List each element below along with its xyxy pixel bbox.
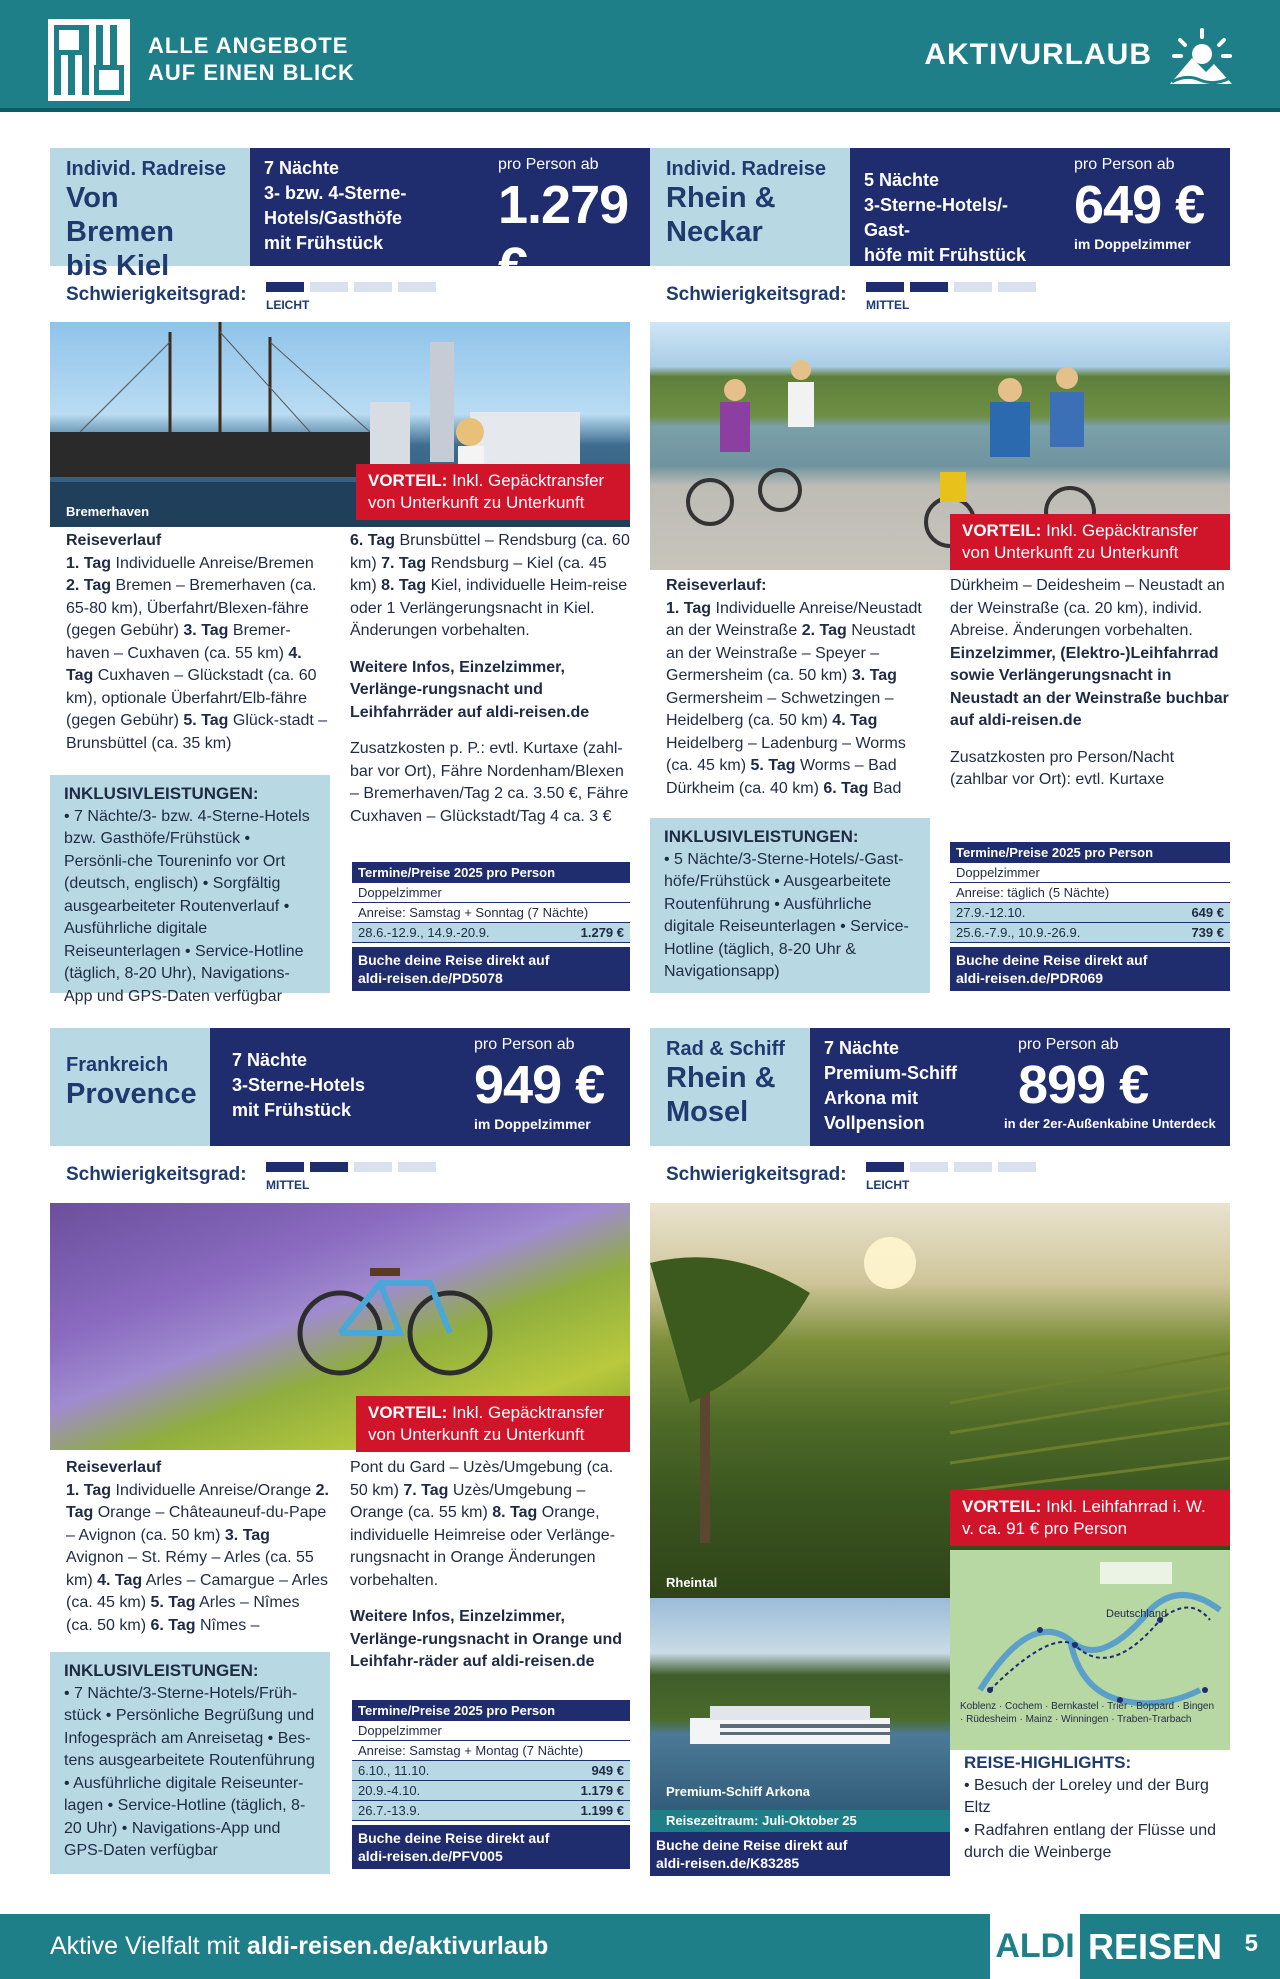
card2-price: 649 € [1074, 175, 1205, 235]
card3-subtitle: Frankreich [66, 1054, 169, 1076]
card3-per-person: pro Person ab [474, 1036, 575, 1053]
day-text: Individuelle Anreise/Bremen [111, 554, 314, 572]
itinerary-text [66, 1480, 330, 1638]
card2-title-line2: Neckar [666, 216, 763, 248]
table-dates: 25.6.-7.9., 10.9.-26.9. [950, 923, 1160, 942]
card2-detail: 5 Nächte [864, 170, 940, 190]
card4-title-box [650, 1028, 810, 1146]
card4-advantage-badge [950, 1490, 1230, 1546]
map-city: Rüdesheim [966, 1714, 1017, 1725]
day-label: 1. Tag [666, 599, 712, 617]
table-price: 1.179 € [560, 1781, 630, 1800]
footer-url: aldi-reisen.de/aktivurlaub [246, 1932, 549, 1960]
advantage-label: VORTEIL: [962, 1497, 1042, 1516]
map-country-label: Deutschland [1106, 1608, 1168, 1620]
card1-itinerary [66, 530, 330, 755]
map-city: Trier [1107, 1701, 1128, 1712]
day-label: 6. Tag [150, 1616, 196, 1634]
card4-detail: Vollpension [824, 1113, 925, 1133]
difficulty-bar [310, 1162, 348, 1172]
day-label: 2. Tag [801, 622, 847, 639]
day-text: Germersheim – Schwetzingen – Heidelberg (ca. 50 km) [666, 689, 894, 729]
more-info: Einzelzimmer, (Elektro-)Leihfahrrad sowie Verlängerungsnacht in Neustadt an der Weinstraße buchbar auf aldi-reisen.de [950, 644, 1229, 729]
day-text: Individuelle Anreise/Orange [111, 1481, 316, 1499]
difficulty-label: Schwierigkeitsgrad: [666, 1164, 847, 1185]
highlight-item: • Besuch der Loreley und der Burg Eltz [964, 1776, 1209, 1816]
advantage-label: VORTEIL: [962, 521, 1042, 540]
offers-line-2: AUF EINEN BLICK [148, 60, 355, 85]
day-label: 7. Tag [381, 554, 427, 572]
difficulty-bar [998, 1162, 1036, 1172]
day-text: Neustadt an der Weinstraße – Speyer – Germersheim (ca. 50 km) [666, 622, 916, 684]
card2-price-box [1060, 148, 1230, 266]
inclusions-text: • 5 Nächte/3-Sterne-Hotels/-Gast-höfe/Frühstück • Ausgearbeitete Routenführung • Ausführliche digitale Reiseunterlagen • Service-Hotline (täglich, 8-20 Uhr & Navigationsapp) [664, 850, 909, 980]
table-price: 649 € [1160, 903, 1230, 922]
card3-price: 949 € [474, 1055, 605, 1115]
day-text: Rendsburg – Kiel (ca. 45 km) [350, 554, 607, 594]
itinerary-text [66, 553, 330, 756]
day-label: 3. Tag [224, 1526, 270, 1544]
route-map [950, 1550, 1230, 1750]
card1-advantage-badge [356, 464, 630, 520]
card2-title-line1: Rhein & [666, 182, 776, 214]
day-label: 5. Tag [183, 712, 229, 729]
card2-price-table [950, 842, 1230, 991]
card1-detail: mit Frühstück [264, 233, 384, 253]
card3-price-box [460, 1028, 630, 1146]
table-row [950, 903, 1230, 923]
more-info: Weitere Infos, Einzelzimmer, Verlänge-rungsnacht und Leihfahrräder auf aldi-reisen.de [350, 658, 590, 721]
day-text: Worms – Bad Dürkheim (ca. 40 km) [666, 757, 897, 797]
table-sub: Doppelzimmer [358, 1723, 442, 1738]
card4-photo-ship [650, 1598, 950, 1818]
table-row [352, 1781, 630, 1801]
map-city: Traben-Trarbach [1117, 1714, 1192, 1725]
day-text: Brunsbüttel – Rendsburg (ca. 60 km) [350, 532, 630, 572]
inclusions-text: • 7 Nächte/3- bzw. 4-Sterne-Hotels bzw. Gasthöfe/Frühstück • Persönli-che Toureninfo vor Ort (deutsch, englisch) • Sorgfältig ausgearbeiteter Routenverlauf • Ausführliche digitale Reiseunterlagen • Service-Hotline (täglich, 8-20 Uhr), Navigations-App und GPS-Daten verfügbar [64, 807, 310, 1005]
reisen-logo: REISEN [1080, 1914, 1210, 1979]
card2-per-person: pro Person ab [1074, 156, 1175, 173]
card2-detail: 3-Sterne-Hotels/-Gast- [864, 195, 1009, 240]
card4-difficulty [650, 1156, 1230, 1200]
table-sub: Doppelzimmer [956, 865, 1040, 880]
table-heading: Termine/Preise 2025 pro Person [352, 862, 630, 883]
card1-per-person: pro Person ab [498, 156, 599, 173]
booking-text: Buche deine Reise direkt auf [656, 1837, 848, 1853]
day-text: Pont du Gard – Uzès/Umgebung (ca. 50 km) [350, 1459, 614, 1499]
table-row [950, 883, 1230, 903]
all-offers-link[interactable] [148, 32, 408, 86]
inclusions-heading: INKLUSIVLEISTUNGEN: [664, 827, 859, 846]
table-dates: 27.9.-12.10. [950, 903, 1160, 922]
card4-detail: Arkona mit [824, 1088, 919, 1108]
difficulty-bar [910, 1162, 948, 1172]
day-text: Bremen – Bremerhaven (ca. 65-80 km), Überfahrt/Blexen-fähre (gegen Gebühr) [66, 577, 317, 639]
table-heading: Termine/Preise 2025 pro Person [352, 1700, 630, 1721]
day-label: 8. Tag [492, 1504, 538, 1521]
difficulty-bar [398, 1162, 436, 1172]
booking-url: aldi-reisen.de/K83285 [656, 1855, 800, 1871]
difficulty-bars [866, 282, 1036, 292]
card3-itinerary [66, 1457, 330, 1637]
day-text: Kiel, individuelle Heim-reise oder 1 Verlängerungsnacht in Kiel. Änderungen vorbehalten. [350, 577, 628, 639]
card4-details [810, 1028, 990, 1146]
difficulty-level: LEICHT [266, 298, 310, 312]
card4-subtitle: Rad & Schiff [666, 1038, 785, 1060]
day-label: 3. Tag [851, 667, 897, 684]
booking-link[interactable] [650, 1832, 950, 1876]
map-city: Bernkastel [1051, 1701, 1099, 1712]
day-label: 6. Tag [823, 779, 869, 797]
difficulty-level: LEICHT [866, 1178, 910, 1192]
advantage-text: Inkl. Gepäcktransfer von Unterkunft zu Unterkunft [962, 521, 1199, 562]
card1-title-line2: bis Kiel [66, 250, 170, 282]
difficulty-bars [866, 1162, 1036, 1172]
card1-inclusions [50, 775, 330, 1005]
difficulty-label: Schwierigkeitsgrad: [66, 284, 247, 305]
day-text: Nîmes – [195, 1616, 260, 1634]
day-text: Glück-stadt – Brunsbüttel (ca. 35 km) [66, 712, 328, 752]
advantage-text: Inkl. Leihfahrrad i. W. v. ca. 91 € pro Person [962, 1497, 1206, 1538]
table-sub: Anreise: Samstag + Sonntag (7 Nächte) [358, 905, 589, 920]
difficulty-bar [866, 1162, 904, 1172]
booking-text: Buche deine Reise direkt auf [358, 952, 550, 968]
card1-price: 1.279 € [498, 175, 629, 297]
booking-link[interactable] [352, 1825, 630, 1869]
itinerary-heading: Reiseverlauf [66, 1459, 162, 1476]
card1-title-line1: Von Bremen [66, 182, 174, 248]
card2-inclusions [650, 818, 930, 993]
inclusions-text: • 7 Nächte/3-Sterne-Hotels/Früh-stück • Persönliche Begrüßung und Infogespräch am Anreisetag • Bes-tens ausgearbeitete Routenführung • Ausführliche digitale Reiseunter-lagen • Service-Hotline (täglich, 8-20 Uhr) • Navigations-App und GPS-Daten verfügbar [64, 1684, 315, 1859]
day-text: Arles – Camargue – Arles (ca. 45 km) [66, 1571, 329, 1611]
card3-itinerary-cont [350, 1457, 630, 1674]
offers-line-1: ALLE ANGEBOTE [148, 33, 349, 58]
difficulty-level: MITTEL [866, 298, 910, 312]
card3-price-note: im Doppelzimmer [474, 1116, 591, 1132]
table-row [950, 863, 1230, 883]
card4-highlights [950, 1750, 1230, 1874]
difficulty-bar [266, 1162, 304, 1172]
table-row [352, 1801, 630, 1821]
category-title: AKTIVURLAUB [924, 38, 1152, 71]
booking-url: aldi-reisen.de/PD5078 [358, 970, 503, 986]
card3-detail: mit Frühstück [232, 1100, 352, 1120]
card3-detail: 7 Nächte [232, 1050, 308, 1070]
card2-itinerary [666, 575, 930, 800]
card4-price-note: in der 2er-Außenkabine Unterdeck [1004, 1116, 1216, 1131]
card2-difficulty [650, 276, 1230, 320]
card3-detail: 3-Sterne-Hotels [232, 1075, 366, 1095]
extra-costs: Zusatzkosten pro Person/Nacht (zahlbar vor Ort): evtl. Kurtaxe [950, 748, 1175, 788]
difficulty-bars [266, 282, 436, 292]
itinerary-heading: Reiseverlauf [66, 532, 162, 549]
difficulty-bar [910, 282, 948, 292]
inclusions-heading: INKLUSIVLEISTUNGEN: [64, 784, 259, 803]
booking-link[interactable] [950, 947, 1230, 991]
card4-booking [650, 1832, 950, 1876]
map-city: Boppard [1136, 1701, 1175, 1712]
ship-caption: Premium-Schiff Arkona [666, 1784, 810, 1799]
table-row [352, 923, 630, 943]
difficulty-label: Schwierigkeitsgrad: [66, 1164, 247, 1185]
difficulty-bar [998, 282, 1036, 292]
table-row [352, 1741, 630, 1761]
table-sub: Doppelzimmer [358, 885, 442, 900]
qr-code-icon[interactable] [48, 19, 130, 101]
photo-caption: Bremerhaven [66, 504, 150, 519]
day-label: 4. Tag [66, 644, 302, 684]
card2-advantage-badge [950, 514, 1230, 570]
day-text: Bad [868, 779, 902, 797]
difficulty-level: MITTEL [266, 1178, 310, 1192]
booking-url: aldi-reisen.de/PDR069 [956, 970, 1104, 986]
card4-header [650, 1028, 1230, 1146]
map-city: Cochem [1005, 1701, 1043, 1712]
booking-text: Buche deine Reise direkt auf [956, 952, 1148, 968]
difficulty-label: Schwierigkeitsgrad: [666, 284, 847, 305]
footer-text: Aktive Vielfalt mit [50, 1932, 247, 1960]
day-text: Arles – Nîmes (ca. 50 km) [66, 1594, 300, 1634]
advantage-text: Inkl. Gepäcktransfer von Unterkunft zu Unterkunft [368, 1403, 605, 1444]
photo-caption: Rheintal [666, 1575, 718, 1590]
day-label: 1. Tag [66, 554, 112, 572]
aldi-logo: ALDI [990, 1914, 1080, 1979]
card2-subtitle: Individ. Radreise [666, 158, 827, 180]
table-sub: Anreise: täglich (5 Nächte) [956, 885, 1110, 900]
card1-difficulty [50, 276, 630, 320]
map-city: Koblenz [960, 1701, 997, 1712]
card3-title-box [50, 1028, 210, 1146]
difficulty-bar [954, 282, 992, 292]
table-row [352, 883, 630, 903]
day-label: 3. Tag [183, 622, 229, 639]
difficulty-bar [354, 282, 392, 292]
travel-period: Reisezeitraum: Juli-Oktober 25 [650, 1810, 950, 1832]
card2-itinerary-cont [950, 575, 1230, 792]
difficulty-bar [354, 1162, 392, 1172]
day-label: 6. Tag [350, 532, 396, 549]
advantage-label: VORTEIL: [368, 1403, 448, 1422]
map-city: Bingen [1182, 1701, 1215, 1712]
page-number: 5 [1244, 1930, 1258, 1957]
highlight-item: • Radfahren entlang der Flüsse und durch die Weinberge [964, 1821, 1216, 1861]
card3-title: Provence [66, 1078, 197, 1110]
day-text: Bremer-haven – Cuxhaven (ca. 55 km) [66, 622, 291, 662]
day-text: Orange – Châteauneuf-du-Pape – Avignon (ca. 50 km) [66, 1504, 327, 1544]
card1-itinerary-cont [350, 530, 630, 828]
inclusions-heading: INKLUSIVLEISTUNGEN: [64, 1661, 259, 1680]
booking-text: Buche deine Reise direkt auf [358, 1830, 550, 1846]
map-city: Mainz [1025, 1714, 1053, 1725]
card3-inclusions [50, 1652, 330, 1874]
footer-bar [0, 1914, 1280, 1979]
table-dates: 28.6.-12.9., 14.9.-20.9. [352, 923, 560, 942]
day-label: 2. Tag [66, 1481, 329, 1521]
card4-title-line2: Mosel [666, 1096, 749, 1128]
day-label: 4. Tag [97, 1571, 143, 1589]
difficulty-bar [954, 1162, 992, 1172]
card1-detail: 3- bzw. 4-Sterne- [264, 183, 407, 203]
day-label: 5. Tag [150, 1594, 196, 1611]
day-text: Avignon – St. Rémy – Arles (ca. 55 km) [66, 1549, 314, 1589]
footer-link[interactable] [50, 1932, 548, 1961]
day-label: 7. Tag [403, 1481, 449, 1499]
booking-url: aldi-reisen.de/PFV005 [358, 1848, 503, 1864]
day-text: Orange, individuelle Heimreise oder Verlänge-rungsnacht in Orange Änderungen vorbehalten. [350, 1504, 616, 1589]
itinerary-cont-text: Dürkheim – Deidesheim – Neustadt an der Weinstraße (ca. 20 km), individ. Abreise. Änderungen vorbehalten. [950, 577, 1225, 639]
card1-price-note: im Doppelzimmer [498, 298, 615, 314]
table-price: 1.279 € [560, 923, 630, 942]
booking-link[interactable] [352, 947, 630, 991]
card4-title-line1: Rhein & [666, 1062, 776, 1094]
card4-detail: Premium-Schiff [824, 1063, 958, 1083]
card3-difficulty [50, 1156, 630, 1200]
day-text: Heidelberg – Ladenburg – Worms (ca. 45 km) [666, 734, 906, 774]
day-label: 8. Tag [381, 577, 427, 594]
card4-detail: 7 Nächte [824, 1038, 900, 1058]
table-price: 1.199 € [560, 1801, 630, 1820]
card3-header [50, 1028, 630, 1146]
advantage-label: VORTEIL: [368, 471, 448, 490]
day-text: Individuelle Anreise/Neustadt an der Weinstraße [666, 599, 922, 639]
map-city: Winningen [1061, 1714, 1109, 1725]
more-info: Weitere Infos, Einzelzimmer, Verlänge-rungsnacht in Orange und Leihfahr-räder auf aldi-reisen.de [350, 1608, 623, 1670]
day-text: Cuxhaven – Glückstadt (ca. 60 km), optionale Überfahrt/Elb-fähre (gegen Gebühr) [66, 667, 317, 729]
card1-detail: 7 Nächte [264, 158, 340, 178]
card3-price-table [352, 1700, 630, 1869]
table-price: 949 € [560, 1761, 630, 1780]
card4-per-person: pro Person ab [1018, 1036, 1119, 1053]
day-text: Uzès/Umgebung – Orange (ca. 55 km) [350, 1481, 586, 1521]
card1-title-box [50, 148, 250, 282]
table-row [950, 923, 1230, 943]
table-price: 739 € [1160, 923, 1230, 942]
card2-price-note: im Doppelzimmer [1074, 236, 1191, 252]
day-label: 2. Tag [66, 577, 112, 594]
itinerary-heading: Reiseverlauf: [666, 577, 767, 594]
day-label: 5. Tag [750, 757, 796, 774]
difficulty-bar [398, 282, 436, 292]
table-row [352, 903, 630, 923]
day-label: 1. Tag [66, 1481, 112, 1499]
card2-header [650, 148, 1230, 266]
card2-title-box [650, 148, 850, 266]
advantage-text: Inkl. Gepäcktransfer von Unterkunft zu Unterkunft [368, 471, 605, 512]
itinerary-text [666, 598, 930, 801]
difficulty-bar [266, 282, 304, 292]
top-banner [0, 0, 1280, 112]
table-sub: Anreise: Samstag + Montag (7 Nächte) [358, 1743, 584, 1758]
highlights-heading: REISE-HIGHLIGHTS: [964, 1753, 1132, 1772]
difficulty-bar [310, 282, 348, 292]
difficulty-bars [266, 1162, 436, 1172]
card3-advantage-badge [356, 1396, 630, 1452]
table-row [352, 1721, 630, 1741]
table-dates: 20.9.-4.10. [352, 1781, 560, 1800]
card2-detail: höfe mit Frühstück [864, 245, 1027, 265]
table-dates: 26.7.-13.9. [352, 1801, 560, 1820]
table-heading: Termine/Preise 2025 pro Person [950, 842, 1230, 863]
card1-details [250, 148, 484, 266]
extra-costs: Zusatzkosten p. P.: evtl. Kurtaxe (zahl-bar vor Ort), Fähre Nordenham/Blexen – Bremerhaven/Tag 2 ca. 3.50 €, Fähre Cuxhaven – Glückstadt/Tag 4 ca. 3 € [350, 740, 629, 825]
table-dates: 6.10., 11.10. [352, 1761, 560, 1780]
card2-details [850, 148, 1060, 266]
sun-mountain-icon [1166, 26, 1236, 88]
card1-price-table [352, 862, 630, 991]
card1-detail: Hotels/Gasthöfe [264, 208, 403, 228]
difficulty-bar [866, 282, 904, 292]
card4-price-box [990, 1028, 1230, 1146]
card4-price: 899 € [1018, 1055, 1149, 1115]
card1-subtitle: Individ. Radreise [66, 158, 227, 180]
table-row [352, 1761, 630, 1781]
map-cities: Koblenz · Cochem · Bernkastel · Trier · Boppard · Bingen · Rüdesheim · Mainz · Winningen · Traben-Trarbach [960, 1701, 1215, 1725]
day-label: 4. Tag [832, 712, 878, 729]
